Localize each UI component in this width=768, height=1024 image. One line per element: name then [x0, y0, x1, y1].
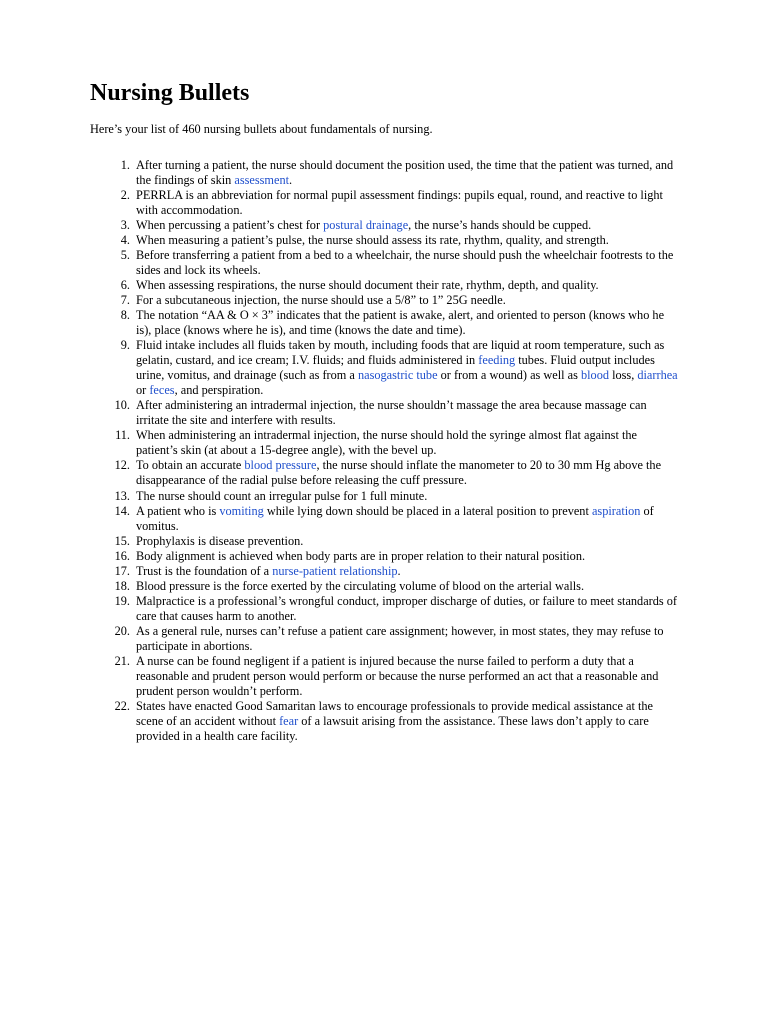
- list-item-number: 9.: [120, 338, 130, 353]
- list-item-number: 5.: [120, 247, 130, 262]
- list-item: [90, 218, 680, 233]
- list-item-text: [136, 458, 661, 487]
- term-link[interactable]: diarrhea: [637, 368, 678, 383]
- term-link[interactable]: fear: [279, 714, 299, 729]
- list-item: [90, 293, 680, 308]
- text-segment: A patient who is: [136, 503, 220, 518]
- list-item: [90, 278, 680, 293]
- list-item-number: 11.: [115, 428, 130, 443]
- list-item: [90, 308, 680, 338]
- list-item-number: 14.: [114, 503, 130, 518]
- list-item: [90, 338, 680, 398]
- term-link[interactable]: vomiting: [219, 503, 264, 518]
- list-item-text: [136, 248, 673, 277]
- list-item: [90, 158, 680, 188]
- list-item-text: [136, 428, 637, 457]
- list-item-number: 7.: [120, 292, 130, 307]
- text-segment: To obtain an accurate: [136, 458, 245, 473]
- list-item-text: [136, 579, 584, 593]
- term-link[interactable]: assessment: [234, 172, 290, 187]
- term-link[interactable]: nasogastric tube: [357, 368, 438, 383]
- list-item-text: [136, 398, 647, 427]
- nursing-bullets-list: [90, 158, 680, 745]
- list-item-text: [136, 158, 673, 187]
- text-segment: When assessing respirations, the nurse should document their rate, rhythm, depth, and quality.: [136, 277, 599, 292]
- list-item-number: 6.: [120, 277, 130, 292]
- text-segment: After administering an intradermal injection, the nurse shouldn’t massage the area because massage can irritate the site and interfere with results.: [136, 398, 647, 428]
- term-link[interactable]: feces: [149, 383, 175, 398]
- list-item-text: [136, 293, 506, 307]
- list-item-text: [136, 594, 677, 623]
- text-segment: As a general rule, nurses can’t refuse a patient care assignment; however, in most states, they may refuse to participate in abortions.: [136, 623, 664, 653]
- term-link[interactable]: feeding: [478, 353, 516, 368]
- list-item-number: 1.: [120, 157, 130, 172]
- list-item: [90, 549, 680, 564]
- text-segment: while lying down should be placed in a lateral position to prevent: [263, 503, 592, 518]
- text-segment: Prophylaxis is disease prevention.: [136, 533, 304, 548]
- text-segment: Body alignment is achieved when body parts are in proper relation to their natural position.: [136, 548, 586, 563]
- list-item-text: [136, 699, 653, 743]
- list-item-text: [136, 549, 585, 563]
- text-segment: or: [136, 383, 150, 398]
- text-segment: tubes. Fluid output includes urine, vomitus, and drainage (such as from a: [136, 353, 655, 383]
- list-item: [90, 188, 680, 218]
- text-segment: The nurse should count an irregular pulse for 1 full minute.: [136, 488, 428, 503]
- term-link[interactable]: blood: [580, 368, 609, 383]
- text-segment: After turning a patient, the nurse should document the position used, the time that the patient was turned, and the findings of skin: [136, 157, 674, 187]
- list-item-text: [136, 278, 599, 292]
- text-segment: Fluid intake includes all fluids taken by mouth, including foods that are liquid at room temperature, such as gelatin, custard, and ice cream; I.V. fluids; and fluids administered in: [136, 338, 665, 368]
- text-segment: , the nurse’s hands should be cupped.: [408, 217, 592, 232]
- list-item: [90, 233, 680, 248]
- list-item-number: 21.: [114, 654, 130, 669]
- list-item: [90, 458, 680, 488]
- list-item-number: 13.: [114, 488, 130, 503]
- intro-paragraph: Here’s your list of 460 nursing bullets about fundamentals of nursing.: [90, 122, 433, 136]
- text-segment: When administering an intradermal injection, the nurse should hold the syringe almost flat against the patient’s skin (at about a 15-degree angle), with the bevel up.: [136, 428, 637, 458]
- term-link[interactable]: blood pressure: [244, 458, 317, 473]
- list-item-number: 22.: [114, 699, 130, 714]
- list-item-text: [136, 218, 591, 232]
- list-item-number: 16.: [114, 548, 130, 563]
- term-link[interactable]: nurse-patient relationship: [272, 563, 398, 578]
- list-item-number: 15.: [114, 533, 130, 548]
- list-item: [90, 248, 680, 278]
- list-item: [90, 398, 680, 428]
- list-item-text: [136, 489, 427, 503]
- list-item-number: 19.: [114, 593, 130, 608]
- list-item-text: [136, 534, 303, 548]
- text-segment: The notation “AA & O × 3” indicates that the patient is awake, alert, and oriented to person (knows who he is), place (knows where he is), and time (knows the date and time).: [136, 307, 665, 338]
- list-item-number: 20.: [114, 623, 130, 638]
- text-segment: .: [397, 563, 401, 578]
- page-title: Nursing Bullets: [90, 80, 250, 106]
- list-item: [90, 579, 680, 594]
- list-item-text: [136, 188, 663, 217]
- list-item: [90, 624, 680, 654]
- list-item-number: 3.: [120, 217, 130, 232]
- list-item-text: [136, 564, 401, 578]
- list-item: [90, 699, 680, 744]
- list-item-number: 10.: [114, 398, 130, 413]
- list-item: [90, 428, 680, 458]
- text-segment: , the nurse should inflate the manometer to 20 to 30 mm Hg above the disappearance of the radial pulse before releasing the cuff pressure.: [136, 458, 662, 488]
- list-item: [90, 594, 680, 624]
- list-item-text: [136, 624, 664, 653]
- list-item: [90, 489, 680, 504]
- list-item-number: 2.: [120, 187, 130, 202]
- text-segment: PERRLA is an abbreviation for normal pupil assessment findings: pupils equal, round, and reactive to light with accommodation.: [136, 187, 663, 217]
- list-item-text: [136, 338, 678, 397]
- text-segment: , and perspiration.: [174, 383, 264, 398]
- list-item-text: [136, 233, 609, 247]
- text-segment: Malpractice is a professional’s wrongful conduct, improper discharge of duties, or failure to meet standards of care that causes harm to another.: [136, 593, 678, 623]
- text-segment: Before transferring a patient from a bed to a wheelchair, the nurse should push the wheelchair footrests to the sides and lock its wheels.: [136, 247, 674, 277]
- list-item: [90, 504, 680, 534]
- text-segment: States have enacted Good Samaritan laws to encourage professionals to provide medical assistance at the scene of an accident without: [136, 699, 653, 729]
- list-item-number: 12.: [114, 458, 130, 473]
- list-item-number: 4.: [120, 232, 130, 247]
- term-link[interactable]: aspiration: [591, 503, 641, 518]
- text-segment: When percussing a patient’s chest for: [136, 217, 324, 232]
- list-item-number: 18.: [114, 578, 130, 593]
- list-item-number: 17.: [114, 563, 130, 578]
- text-segment: or from a wound) as well as: [437, 368, 581, 383]
- text-segment: For a subcutaneous injection, the nurse should use a 5/8” to 1” 25G needle.: [136, 292, 506, 307]
- list-item: [90, 564, 680, 579]
- term-link[interactable]: postural drainage: [323, 217, 409, 232]
- list-item-text: [136, 308, 664, 337]
- list-item-text: [136, 504, 654, 533]
- list-item-text: [136, 654, 658, 698]
- text-segment: Blood pressure is the force exerted by the circulating volume of blood on the arterial walls.: [136, 578, 585, 593]
- text-segment: of vomitus.: [136, 503, 654, 533]
- text-segment: of a lawsuit arising from the assistance. These laws don’t apply to care provided in a health care facility.: [136, 714, 649, 744]
- text-segment: .: [289, 172, 293, 187]
- text-segment: A nurse can be found negligent if a patient is injured because the nurse failed to perform a duty that a reasonable and prudent person would perform or because the nurse performed an act that a reasonable and prudent person wouldn’t perform.: [136, 654, 659, 699]
- list-item: [90, 654, 680, 699]
- text-segment: loss,: [609, 368, 638, 383]
- list-item-number: 8.: [120, 307, 130, 322]
- text-segment: Trust is the foundation of a: [136, 563, 273, 578]
- list-item: [90, 534, 680, 549]
- text-segment: When measuring a patient’s pulse, the nurse should assess its rate, rhythm, quality, and strength.: [136, 232, 609, 247]
